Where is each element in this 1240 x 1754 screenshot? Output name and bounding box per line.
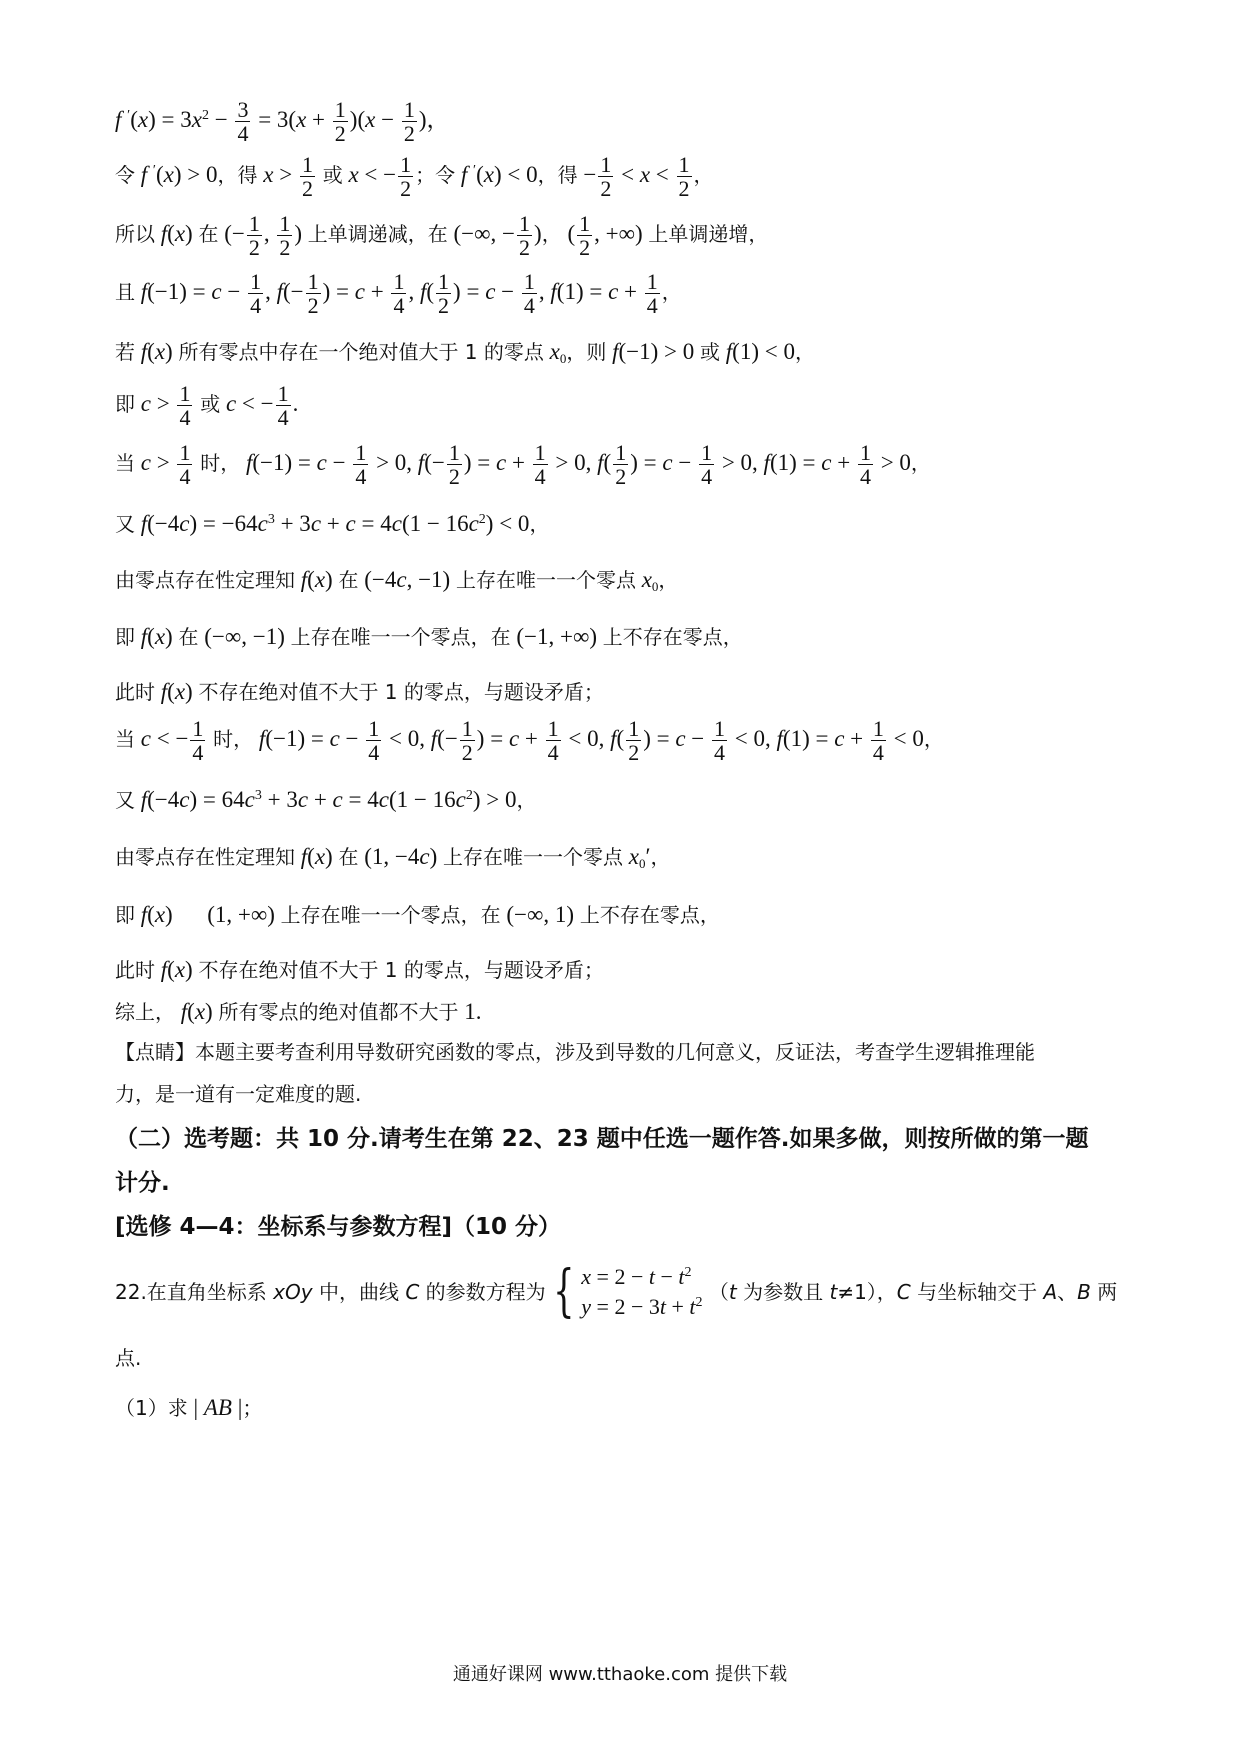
f-neg4c-line-2: 又 $f(-4c) = 64c^3 + 3c + c = 4c(1 - 16c^2) > 0$， bbox=[115, 787, 537, 812]
zero-existence-line-2: 由零点存在性定理知 f(x) 在 (1, −4c) 上存在唯一一个零点 $x_0'$， bbox=[115, 844, 671, 871]
contradiction-line: 此时 f(x) 不存在绝对值不大于 1 的零点，与题设矛盾； bbox=[115, 679, 604, 704]
contradiction-line-2: 此时 f(x) 不存在绝对值不大于 1 的零点，与题设矛盾； bbox=[115, 957, 604, 982]
assumption-line: 若 f(x) 所有零点中存在一个绝对值大于 1 的零点 $x_0$，则 f(−1) > 0 或 f(1) < 0， bbox=[115, 339, 815, 366]
derivative-line: f $'(x) = 3x^2$ − $\frac{3}{4}$ = 3(x + $\frac{1}{2}$ )(x − $\frac{1}{2}$ )， bbox=[115, 97, 450, 147]
case-negative-line: 当 c < − $\frac{1}{4}$ 时， f(−1) = c − $\frac{1}{4}$ < 0, f(− $\frac{1}{2}$ ) = c + $\frac{1}{4}$ < 0, f( $\frac{1}{2}$ ) = c − $\frac{1}{4}$ < 0, f(1) = c + $\frac{1}{4}$ < 0， bbox=[115, 716, 944, 766]
problem-22-line: 22.在直角坐标系 xOy 中，曲线 C 的参数方程为 { $x = 2 - t - t^2$ $y = 2 - 3t + t^2$ （t 为参数且 t≠1），C 与坐标轴交于 A、B 两 bbox=[115, 1258, 1118, 1324]
page-footer: 通通好课网 www.tthaoke.com 提供下载 bbox=[452, 1664, 788, 1685]
problem-22-end: 点. bbox=[115, 1346, 142, 1370]
f-neg4c-line: 又 $f(-4c) = -64c^3 + 3c + c = 4c(1 - 16c^2) < 0$， bbox=[115, 511, 550, 536]
parametric-system: { $x = 2 - t - t^2$ $y = 2 - 3t + t^2$ bbox=[552, 1258, 703, 1324]
conclusion-line: 综上， f(x) 所有零点的绝对值都不大于 1. bbox=[115, 999, 482, 1024]
comment-line-1: 【点睛】本题主要考查利用导数研究函数的零点，涉及到导数的几何意义，反证法，考查学生逻辑推理能 bbox=[115, 1040, 1035, 1064]
question-1: （1）求 | AB |； bbox=[115, 1395, 263, 1420]
elective-heading: [选修 4—4：坐标系与参数方程]（10 分） bbox=[115, 1214, 562, 1240]
zero-existence-line: 由零点存在性定理知 f(x) 在 (−4c, −1) 上存在唯一一个零点 $x_0$， bbox=[115, 567, 679, 594]
values-line: 且 f(−1) = c − $\frac{1}{4}$ , f(− $\frac{1}{2}$ ) = c + $\frac{1}{4}$ , f( $\frac{1}{2}$ ) = c − $\frac{1}{4}$ , f(1) = c + $\frac{1}{4}$ ， bbox=[115, 269, 682, 319]
c-range-line: 即 c > $\frac{1}{4}$ 或 c < − $\frac{1}{4}$ . bbox=[115, 381, 299, 431]
monotonic-line: 所以 f(x) 在 (− $\frac{1}{2}$ , $\frac{1}{2}$ ) 上单调递减，在 (−∞, − $\frac{1}{2}$ )， ( $\frac{1}{2}$ , +∞) 上单调递增， bbox=[115, 211, 769, 261]
sign-analysis-line: 令 f ′(x) > 0，得 x > $\frac{1}{2}$ 或 x < − $\frac{1}{2}$ ；令 f ′(x) < 0，得 − $\frac{1}{2}$ < x < $\frac{1}{2}$ ， bbox=[115, 152, 714, 202]
section-heading-1: （二）选考题：共 10 分.请考生在第 22、23 题中任选一题作答.如果多做，则按所做的第一题 bbox=[115, 1126, 1089, 1152]
case-positive-line: 当 c > $\frac{1}{4}$ 时， f(−1) = c − $\frac{1}{4}$ > 0, f(− $\frac{1}{2}$ ) = c + $\frac{1}{4}$ > 0, f( $\frac{1}{2}$ ) = c − $\frac{1}{4}$ > 0, f(1) = c + $\frac{1}{4}$ > 0， bbox=[115, 440, 931, 490]
unique-zero-line: 即 f(x) 在 (−∞, −1) 上存在唯一一个零点，在 (−1, +∞) 上不存在零点， bbox=[115, 624, 743, 649]
unique-zero-line-2: 即 f(x) (1, +∞) 上存在唯一一个零点，在 (−∞, 1) 上不存在零点， bbox=[115, 902, 720, 927]
section-heading-2: 计分. bbox=[115, 1170, 170, 1196]
comment-line-2: 力，是一道有一定难度的题. bbox=[115, 1082, 362, 1106]
